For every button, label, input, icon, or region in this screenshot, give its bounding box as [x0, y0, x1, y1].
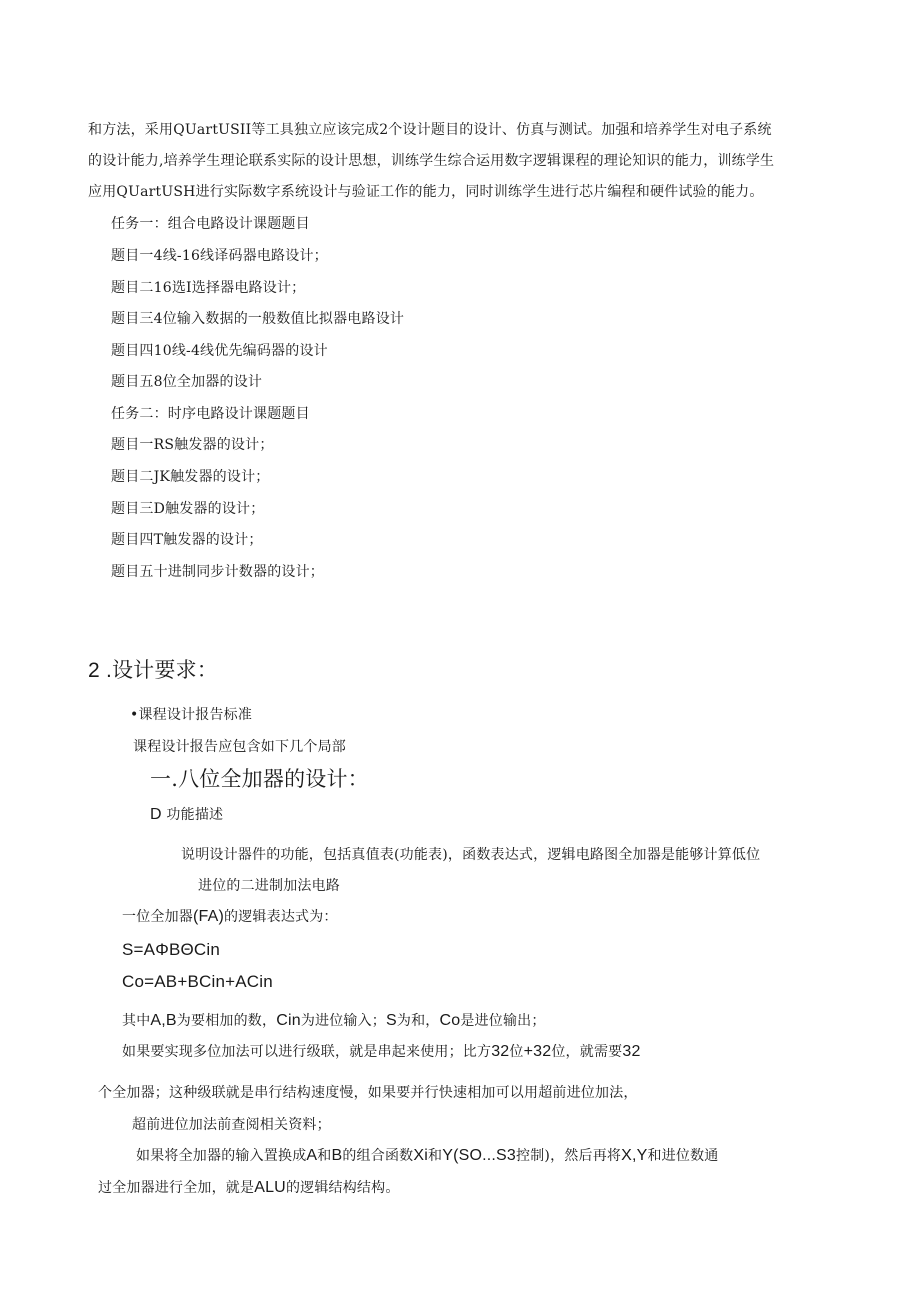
cascade-p2: 位	[509, 1044, 524, 1060]
task1-title: 任务一：组合电路设计课题题目	[111, 216, 310, 232]
section-title: .设计要求：	[105, 659, 218, 682]
cascade-p1: 如果要实现多位加法可以进行级联，就是串起来使用；比方	[122, 1044, 492, 1060]
where-p1: 其中	[122, 1013, 151, 1029]
task2-item-3: 题目三D触发器的设计；	[111, 501, 265, 517]
alu-p3: 的组合函数	[342, 1148, 414, 1164]
alu-p4: 和	[428, 1148, 443, 1164]
where-cin: Cin	[276, 1012, 301, 1029]
task1-item-2: 题目二16选I选择器电路设计；	[111, 280, 306, 296]
intro-line-3: 应用QUartUSH进行实际数字系统设计与验证工作的能力，同时训练学生进行芯片编程和硬件试验的能力。	[88, 184, 764, 200]
task1-item-3: 题目三4位输入数据的一般数值比拟器电路设计	[111, 311, 405, 327]
section-number: 2	[88, 659, 100, 682]
alu-p6: 和进位数通	[647, 1148, 719, 1164]
where-p5: 是进位输出；	[460, 1013, 546, 1029]
formula-carry-out: Co=AB+BCin+ACin	[122, 972, 273, 991]
cascade-n2: +32	[523, 1043, 552, 1060]
report-parts-text: 课程设计报告应包含如下几个局部	[133, 739, 346, 755]
where-ab: A,B	[150, 1012, 177, 1029]
alu-xi: Xi	[413, 1147, 428, 1164]
task2-item-5: 题目五十进制同步计数器的设计；	[111, 564, 324, 580]
cascade-p3: 位，就需要	[551, 1044, 623, 1060]
where-p4: 为和，	[396, 1013, 440, 1029]
task1-item-5: 题目五8位全加器的设计	[111, 374, 263, 390]
where-p3: 为进位输入；	[300, 1013, 387, 1029]
fa-prefix: 一位全加器	[122, 909, 193, 925]
alu-line-1	[136, 1146, 718, 1166]
fa-code: (FA)	[193, 908, 225, 925]
subsection-title: 一.八位全加器的设计：	[150, 767, 369, 791]
cascade-line-3: 超前进位加法前查阅相关资料；	[132, 1117, 331, 1133]
formula-sum: S=AΦBΘCin	[122, 940, 221, 959]
alu-a: A	[306, 1147, 318, 1164]
function-label-text: 功能描述	[166, 807, 224, 823]
full-adder-expression-intro	[122, 907, 338, 927]
task1-item-1: 题目一4线-16线译码器电路设计；	[111, 248, 328, 264]
alu-p2: 和	[317, 1148, 332, 1164]
task2-title: 任务二：时序电路设计课题题目	[111, 406, 310, 422]
alu-xy: X,Y	[621, 1147, 648, 1164]
where-p2: 为要相加的数，	[176, 1013, 277, 1029]
cascade-line-2: 个全加器；这种级联就是串行结构速度慢，如果要并行快速相加可以用超前进位加法，	[98, 1085, 638, 1101]
alu2-alu: ALU	[254, 1179, 286, 1196]
intro-line-2: 的设计能力,培养学生理论联系实际的设计思想，训练学生综合运用数字逻辑课程的理论知识的能力，训练学生	[88, 153, 775, 169]
function-label-letter: D	[150, 806, 162, 823]
fa-suffix: 的逻辑表达式为：	[224, 909, 338, 925]
variable-explanation	[122, 1011, 546, 1031]
alu-line-2	[98, 1178, 400, 1198]
report-standard-bullet: •课程设计报告标准	[130, 707, 253, 723]
task1-item-4: 题目四10线-4线优先编码器的设计	[111, 343, 328, 359]
where-s: S	[386, 1012, 397, 1029]
intro-line-1: 和方法，采用QUartUSII等工具独立应该完成2个设计题目的设计、仿真与测试。加强和培养学生对电子系统	[88, 122, 772, 138]
section-2-heading	[88, 657, 218, 685]
cascade-n1: 32	[491, 1043, 510, 1060]
alu-b: B	[331, 1147, 343, 1164]
alu2-p2: 的逻辑结构结构。	[285, 1180, 400, 1196]
cascade-line-1	[122, 1042, 641, 1062]
task2-item-1: 题目一RS触发器的设计；	[111, 437, 274, 453]
where-co: Co	[439, 1012, 461, 1029]
alu2-p1: 过全加器进行全加，就是	[98, 1180, 255, 1196]
task2-item-2: 题目二JK触发器的设计；	[111, 469, 270, 485]
description-line-1: 说明设计器件的功能，包括真值表(功能表)，函数表达式，逻辑电路图全加器是能够计算低位	[181, 847, 761, 863]
description-line-2: 进位的二进制加法电路	[198, 878, 340, 894]
alu-p5: 控制)，然后再将	[516, 1148, 622, 1164]
task2-item-4: 题目四T触发器的设计；	[111, 532, 263, 548]
alu-p1: 如果将全加器的输入置换成	[136, 1148, 307, 1164]
function-description-label	[150, 805, 223, 825]
cascade-n3: 32	[622, 1043, 641, 1060]
alu-y: Y(SO...S3	[442, 1147, 517, 1164]
